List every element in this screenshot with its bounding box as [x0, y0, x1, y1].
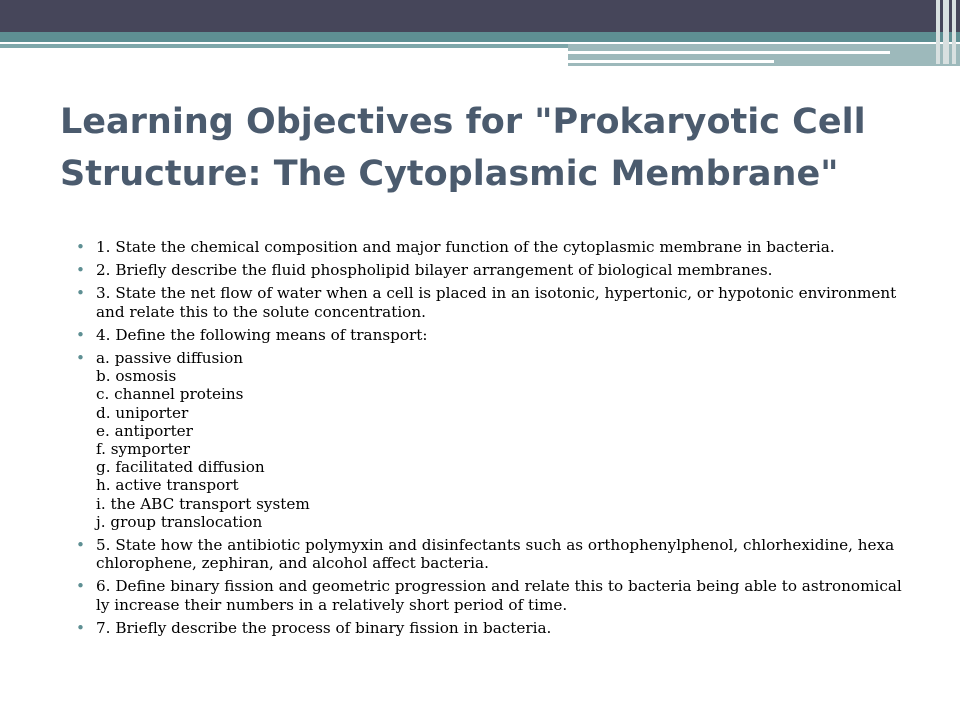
list-item: • 7. Briefly describe the process of binary fission in bacteria.: [76, 619, 902, 637]
list-item: • 1. State the chemical composition and major function of the cytoplasmic membrane in bacteria.: [76, 238, 902, 256]
accent-divider-line: [568, 60, 774, 63]
list-item: • 3. State the net flow of water when a cell is placed in an isotonic, hypertonic, or hypotonic environment and relate this to the solute concentration.: [76, 284, 902, 320]
list-item: • 5. State how the antibiotic polymyxin and disinfectants such as orthophenylphenol, chlorhexidine, hexachlorophene, zephiran, and alcohol affect bacteria.: [76, 536, 902, 572]
objectives-list: [76, 238, 902, 642]
list-item: • 2. Briefly describe the fluid phospholipid bilayer arrangement of biological membranes.: [76, 261, 902, 279]
accent-divider-line: [568, 51, 890, 54]
top-accent-band: [0, 32, 960, 42]
list-item: • 4. Define the following means of transport:: [76, 326, 902, 344]
decorative-stripes: [930, 0, 960, 64]
list-item: • 6. Define binary fission and geometric progression and relate this to bacteria being able to astronomically increase their numbers in a relatively short period of time.: [76, 577, 902, 613]
slide-title: Learning Objectives for "Prokaryotic Cell Structure: The Cytoplasmic Membrane": [60, 102, 866, 194]
top-header-band: [0, 0, 960, 32]
list-item: • a. passive diffusion b. osmosis c. channel proteins d. uniporter e. antiporter f. symporter g. facilitated diffusion h. active transport i. the ABC transport system j. group translocation: [76, 349, 902, 531]
accent-line-left: [0, 44, 568, 48]
